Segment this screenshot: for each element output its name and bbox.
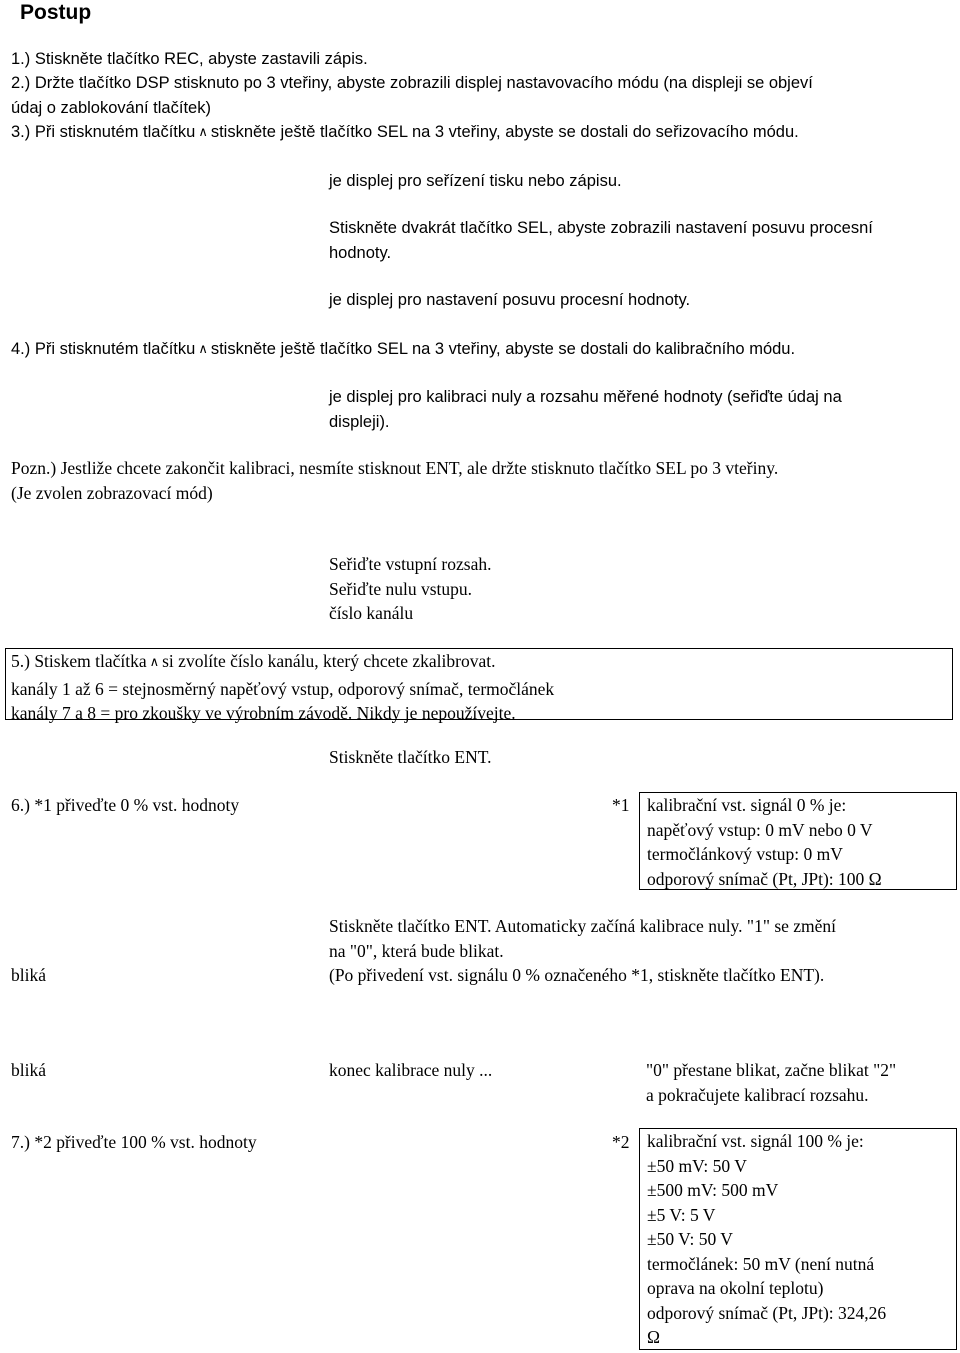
- step-6-box-line-2: napěťový vstup: 0 mV nebo 0 V: [647, 819, 873, 840]
- up-arrow-icon: ∧: [149, 655, 160, 670]
- step-4-after: stiskněte ještě tlačítko SEL na 3 vteřiny, abyste se dostali do kalibračního módu.: [210, 340, 796, 358]
- step-7-box-line-1: kalibrační vst. signál 100 % je:: [647, 1131, 864, 1151]
- display-print-desc: je displej pro seřízení tisku nebo zápisu.: [329, 172, 622, 190]
- step-7-box-line-4: ±5 V: 5 V: [647, 1204, 716, 1225]
- step-1: [11, 47, 368, 72]
- step-3-before: 3.) Při stisknutém tlačítku: [11, 123, 196, 141]
- blink-indicator-2: bliká: [11, 1060, 46, 1080]
- step-2-line-2: údaj o zablokování tlačítek): [11, 98, 211, 117]
- note-line-2: (Je zvolen zobrazovací mód): [11, 482, 213, 503]
- press-sel-twice-line-2: hodnoty.: [329, 243, 392, 262]
- step-7-box-line-7: oprava na okolní teplotu): [647, 1278, 824, 1298]
- note-line-1: Pozn.) Jestliže chcete zakončit kalibraci, nesmíte stisknout ENT, ale držte stisknuto tlačítko SEL po 3 vteřiny.: [11, 458, 779, 478]
- display-calib-desc: [329, 385, 842, 434]
- step-2-line-1: 2.) Držte tlačítko DSP stisknuto po 3 vteřiny, abyste zobrazili displej nastavovacího módu (na displeji se objeví: [11, 74, 813, 92]
- adjust-input-zero: Seřiďte nulu vstupu.: [329, 578, 473, 599]
- step-6-box-line-4: odporový snímač (Pt, JPt): 100 Ω: [647, 868, 882, 889]
- page-title: Postup: [20, 1, 92, 24]
- adjust-list: [329, 552, 491, 626]
- zero-calib-start-line-2: na "0", která bude blikat.: [329, 940, 504, 961]
- step-7-marker: *2: [612, 1132, 630, 1152]
- up-arrow-icon: ∧: [198, 125, 208, 140]
- display-calib-line-1: je displej pro kalibraci nuly a rozsahu měřené hodnoty (seřiďte údaj na: [329, 388, 842, 406]
- step-7-box-line-2: ±50 mV: 50 V: [647, 1155, 747, 1176]
- step-2: [11, 71, 813, 120]
- step-1-text: 1.) Stiskněte tlačítko REC, abyste zastavili zápis.: [11, 50, 368, 68]
- step-5-line-2: kanály 1 až 6 = stejnosměrný napěťový vstup, odporový snímač, termočlánek: [11, 678, 555, 699]
- step-3: [11, 120, 799, 147]
- step-7-box-line-3: ±500 mV: 500 mV: [647, 1180, 779, 1200]
- step-7-box: [639, 1128, 957, 1350]
- step-5-line-3: kanály 7 a 8 = pro zkoušky ve výrobním závodě. Nikdy je nepoužívejte.: [11, 703, 516, 723]
- zero-calib-end: konec kalibrace nuly ...: [329, 1060, 493, 1080]
- step-7-box-line-8: odporový snímač (Pt, JPt): 324,26: [647, 1302, 887, 1323]
- zero-calib-end-note: [646, 1058, 896, 1107]
- step-3-after: stiskněte ještě tlačítko SEL na 3 vteřiny, abyste se dostali do seřizovacího módu.: [210, 123, 799, 141]
- step-6-label: 6.) *1 přiveďte 0 % vst. hodnoty: [11, 795, 240, 815]
- up-arrow-icon: ∧: [198, 342, 208, 357]
- step-7-box-line-9: Ω: [647, 1327, 661, 1347]
- step-6-box-line-1: kalibrační vst. signál 0 % je:: [647, 795, 847, 815]
- step-4: [11, 337, 795, 364]
- press-ent: Stiskněte tlačítko ENT.: [329, 747, 492, 767]
- step-7-box-line-6: termočlánek: 50 mV (není nutná: [647, 1253, 875, 1274]
- step-6-box-line-3: termočlánkový vstup: 0 mV: [647, 844, 843, 864]
- adjust-input-range: Seřiďte vstupní rozsah.: [329, 554, 492, 574]
- press-sel-twice: [329, 216, 873, 265]
- blink-indicator-1: bliká: [11, 965, 46, 985]
- display-calib-line-2: displeji).: [329, 412, 390, 431]
- zero-calib-start-line-1: Stiskněte tlačítko ENT. Automaticky začíná kalibrace nuly. "1" se změní: [329, 916, 837, 936]
- channel-number: číslo kanálu: [329, 603, 414, 623]
- step-6-box: [639, 792, 957, 890]
- note: [11, 456, 778, 505]
- step-5-box: [5, 648, 953, 723]
- step-5-after: si zvolíte číslo kanálu, který chcete zkalibrovat.: [162, 651, 496, 671]
- zero-calib-end-note-line-1: "0" přestane blikat, začne blikat "2": [646, 1060, 897, 1080]
- zero-calib-start-line-3: (Po přivedení vst. signálu 0 % označeného *1, stiskněte tlačítko ENT).: [329, 965, 825, 985]
- step-5-before: 5.) Stiskem tlačítka: [11, 651, 147, 671]
- zero-calib-start: [329, 914, 836, 988]
- display-shift-desc: je displej pro nastavení posuvu procesní hodnoty.: [329, 291, 691, 309]
- step-4-before: 4.) Při stisknutém tlačítku: [11, 340, 196, 358]
- press-sel-twice-line-1: Stiskněte dvakrát tlačítko SEL, abyste zobrazili nastavení posuvu procesní: [329, 219, 873, 237]
- step-6-marker: *1: [612, 795, 630, 815]
- step-7-label: 7.) *2 přiveďte 100 % vst. hodnoty: [11, 1132, 257, 1152]
- zero-calib-end-note-line-2: a pokračujete kalibrací rozsahu.: [646, 1084, 869, 1105]
- step-7-box-line-5: ±50 V: 50 V: [647, 1229, 733, 1249]
